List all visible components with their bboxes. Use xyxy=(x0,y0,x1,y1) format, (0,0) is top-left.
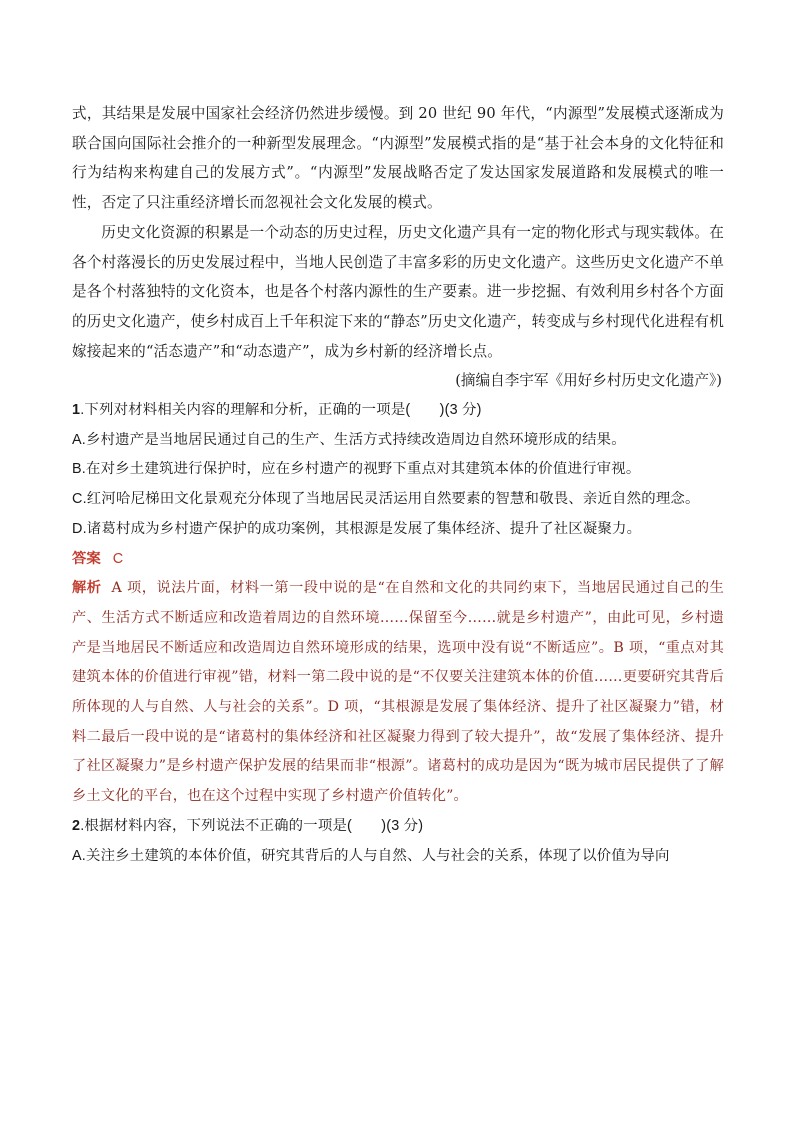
question-2-number: 2 xyxy=(72,817,81,834)
question-1-text: .下列对材料相关内容的理解和分析，正确的一项是( )(3 分) xyxy=(80,402,482,419)
analysis-text: A 项，说法片面，材料一第一段中说的是“在自然和文化的共同约束下，当地居民通过自己的生产、生活方式不断适应和改造着周边的自然环境……保留至今……就是乡村遗产”，由此可见，乡村遗产是当地居民不断适应和改造周边自然环境形成的结果，选项中没有说“不断适应”。B 项，“重点对其建筑本体的价值进行审视”错，材料一第二段中说的是“不仅要关注建筑本体的价值……更要研究其背后所体现的人与自然、人与社会的关系”。D 项，“其根源是发展了集体经济、提升了社区凝聚力”错，材料二最后一段中说的是“诸葛村的集体经济和社区凝聚力得到了较大提升”，故“发展了集体经济、提升了社区凝聚力”是乡村遗产保护发展的结果而非“根源”。诸葛村的成功是因为“既为城市居民提供了了解乡土文化的平台，也在这个过程中实现了乡村遗产价值转化”。 xyxy=(72,580,724,805)
question-1-option-b: B.在对乡土建筑进行保护时，应在乡村遗产的视野下重点对其建筑本体的价值进行审视。 xyxy=(72,461,641,478)
passage-paragraph-1: 式，其结果是发展中国家社会经济仍然进步缓慢。到 20 世纪 90 年代，“内源型”发展模式逐渐成为联合国向国际社会推介的一种新型发展理念。“内源型”发展模式指的是“基于社会本身的文化特征和行为结构来构建自己的发展方式”。“内源型”发展战略否定了发达国家发展道路和发展模式的唯一性，否定了只注重经济增长而忽视社会文化发展的模式。 xyxy=(72,105,724,212)
question-1-option-d: D.诸葛村成为乡村遗产保护的成功案例，其根源是发展了集体经济、提升了社区凝聚力。 xyxy=(72,520,642,537)
analysis-label: 解析 xyxy=(72,580,102,597)
question-1-option-a: A.乡村遗产是当地居民通过自己的生产、生活方式持续改造周边自然环境形成的结果。 xyxy=(72,431,626,448)
question-2-stem xyxy=(72,812,724,842)
answer-value: C xyxy=(112,550,124,567)
question-2-option-a: A.关注乡土建筑的本体价值，研究其背后的人与自然、人与社会的关系，体现了以价值为导向 xyxy=(72,847,670,864)
question-1-stem xyxy=(72,396,724,426)
answer-label: 答案 xyxy=(72,550,101,567)
document-content xyxy=(72,99,724,871)
passage-source: (摘编自李宇军《用好乡村历史文化遗产》) xyxy=(455,372,722,390)
question-1-number: 1 xyxy=(72,402,81,419)
passage-paragraph-2: 历史文化资源的积累是一个动态的历史过程，历史文化遗产具有一定的物化形式与现实载体。在各个村落漫长的历史发展过程中，当地人民创造了丰富多彩的历史文化遗产。这些历史文化遗产不单是各个村落独特的文化资本，也是各个村落内源性的生产要素。进一步挖掘、有效利用乡村各个方面的历史文化遗产，使乡村成百上千年积淀下来的“静态”历史文化遗产，转变成与乡村现代化进程有机嫁接起来的“活态遗产”和“动态遗产”，成为乡村新的经济增长点。 xyxy=(72,223,724,360)
question-1-analysis xyxy=(72,574,724,812)
question-1-option-c: C.红河哈尼梯田文化景观充分体现了当地居民灵活运用自然要素的智慧和敬畏、亲近自然的理念。 xyxy=(72,491,700,508)
question-2-text: .根据材料内容，下列说法不正确的一项是( )(3 分) xyxy=(80,817,424,834)
question-1-answer xyxy=(72,545,724,575)
